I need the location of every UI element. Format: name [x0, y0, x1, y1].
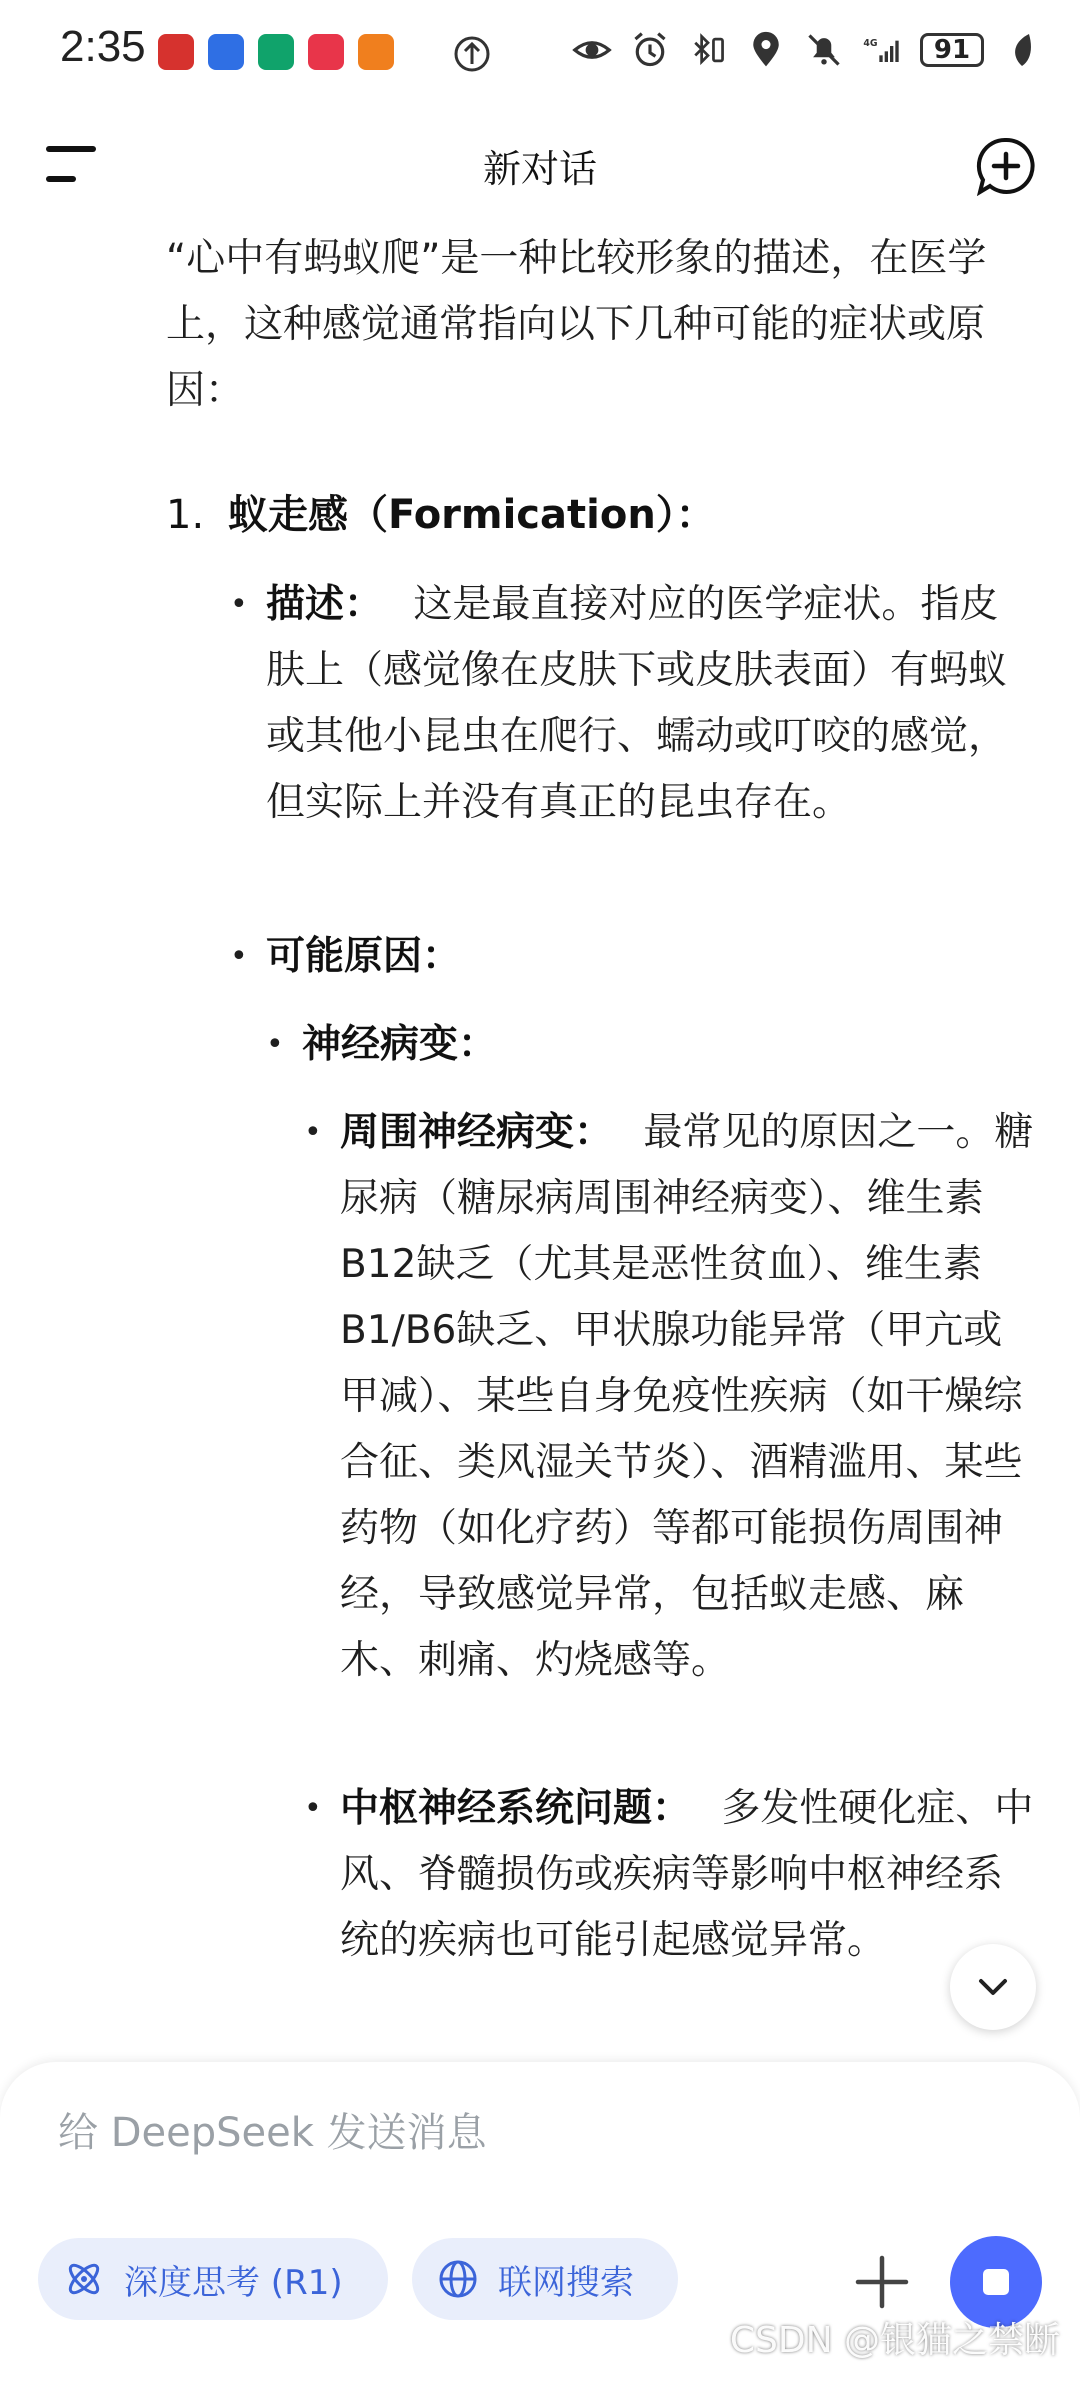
- bullet-text: 这是最直接对应的医学症状。指皮肤上（感觉像在皮肤下或皮肤表面）有蚂蚁或其他小昆虫在爬行、蠕动或叮咬的感觉，但实际上并没有真正的昆虫存在。: [266, 582, 1008, 825]
- app-icon-4: [308, 34, 344, 70]
- bullet-dot: •: [304, 1115, 322, 1150]
- web-search-toggle[interactable]: [412, 2238, 678, 2320]
- status-time: 2:35: [60, 22, 146, 71]
- mute-icon: [804, 28, 844, 72]
- deep-think-label: 深度思考 (R1): [124, 2262, 343, 2303]
- list-number: 1.: [166, 492, 205, 538]
- chat-message-area[interactable]: [0, 220, 1080, 2060]
- stop-icon: [983, 2269, 1009, 2295]
- bullet-central: [304, 1776, 1040, 1974]
- battery-indicator: 91: [920, 33, 984, 67]
- bullet-causes: [230, 924, 1026, 990]
- scroll-to-bottom-button[interactable]: [950, 1944, 1036, 2030]
- app-icon-3: [258, 34, 294, 70]
- bullet-label: 神经病变：: [302, 1022, 498, 1067]
- deep-think-toggle[interactable]: [38, 2238, 388, 2320]
- bluetooth-battery-icon: [688, 28, 728, 72]
- list-item-heading: [166, 482, 716, 548]
- globe-icon: [436, 2257, 480, 2301]
- app-header: [0, 108, 1080, 220]
- app-icon-2: [208, 34, 244, 70]
- status-bar: [0, 0, 1080, 108]
- location-icon: [746, 28, 786, 72]
- eye-icon: [572, 28, 612, 72]
- chevron-down-icon: [973, 1967, 1013, 2007]
- bullet-dot: •: [304, 1791, 322, 1826]
- bullet-dot: •: [230, 939, 248, 974]
- attach-plus-icon[interactable]: [852, 2252, 912, 2312]
- bullet-label: 描述：: [266, 582, 384, 627]
- battery-saver-leaf-icon: [1002, 28, 1042, 72]
- signal-icon: [862, 28, 902, 72]
- bullet-peripheral: [304, 1100, 1040, 1694]
- bullet-text: 多发性硬化症、中风、脊髓损伤或疾病等影响中枢神经系统的疾病也可能引起感觉异常。: [340, 1786, 1034, 1963]
- bullet-dot: •: [230, 587, 248, 622]
- bullet-label: 可能原因：: [266, 934, 462, 979]
- app-icon-5: [358, 34, 394, 70]
- message-intro: “心中有蚂蚁爬”是一种比较形象的描述，在医学上，这种感觉通常指向以下几种可能的症状或原因：: [166, 236, 987, 413]
- data-saver-icon: [452, 34, 492, 74]
- bullet-text: 最常见的原因之一。糖尿病（糖尿病周围神经病变）、维生素B12缺乏（尤其是恶性贫血）、维生素B1/B6缺乏、甲状腺功能异常（甲亢或甲减）、某些自身免疫性疾病（如干燥综合征、类风湿关节炎）、酒精滥用、某些药物（如化疗药）等都可能损伤周围神经，导致感觉异常，包括蚁走感、麻木、刺痛、灼烧感等。: [340, 1110, 1034, 1683]
- app-icon-1: [158, 34, 194, 70]
- alarm-icon: [630, 28, 670, 72]
- bullet-label: 中枢神经系统问题：: [340, 1786, 692, 1831]
- message-input[interactable]: [56, 2092, 900, 2174]
- list-item-title: 蚁走感（Formication）：: [228, 492, 716, 538]
- bullet-label: 周围神经病变：: [340, 1110, 614, 1155]
- web-search-label: 联网搜索: [498, 2262, 634, 2303]
- bullet-dot: •: [266, 1027, 284, 1062]
- bullet-neuropathy: [266, 1012, 1002, 1078]
- watermark: CSDN @银猫之禁断: [729, 2320, 1060, 2361]
- new-chat-icon[interactable]: [976, 136, 1036, 196]
- status-icons: [572, 28, 1042, 72]
- notification-app-icons: [158, 34, 394, 70]
- bullet-description: [230, 572, 1026, 836]
- svg-text:4G: 4G: [863, 38, 878, 49]
- page-title: 新对话: [482, 147, 597, 191]
- atom-icon: [62, 2257, 106, 2301]
